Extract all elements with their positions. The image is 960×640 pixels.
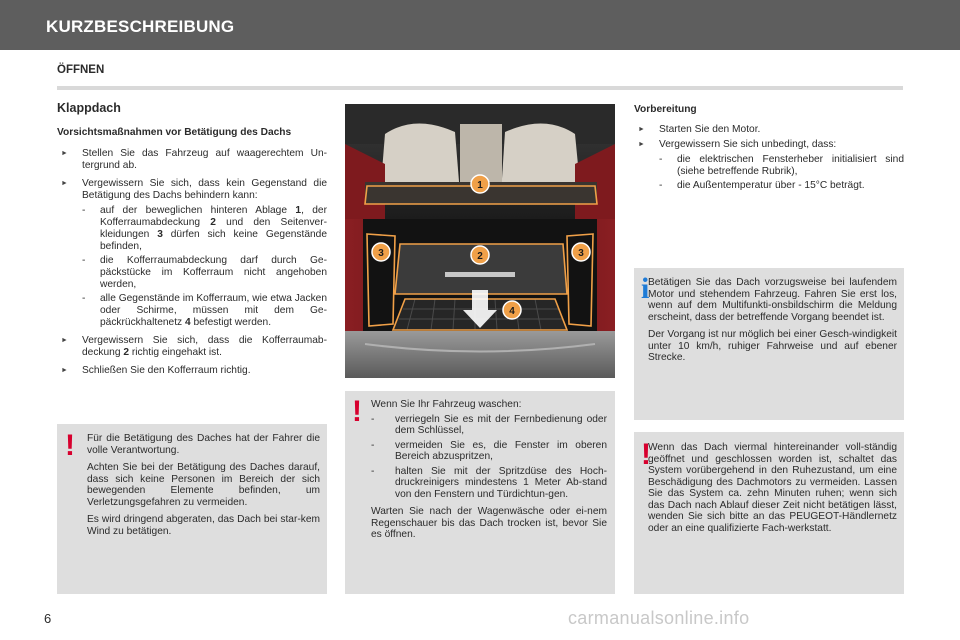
precautions-list [57,148,327,377]
box-paragraph: Es wird dringend abgeraten, das Dach bei star-kem Wind zu betätigen. [87,514,320,537]
dash-item: - vermeiden Sie es, die Fenster im oberen Bereich abzuspritzen, [369,440,607,463]
box-paragraph: Wenn das Dach viermal hintereinander voll-ständig geöffnet und geschlossen worden ist, schaltet das System vorübergehend in den Ruhezustand, um eine Beschädigung des Dachmotors zu vermeiden. Lassen Sie das System ca. zehn Minuten ruhen; wenn sich das Dach nach Ablauf dieser Zeit nicht betätigen lässt, wenden Sie sich bitte an das PEUGEOT-Händlernetz oder an eine qualifizierte Fach-werkstatt. [648,442,897,534]
bullet-item: ► Vergewissern Sie sich, dass die Kofferraumab-deckung 2 richtig eingehakt ist. [57,335,327,359]
warning-box-motor-protection [634,432,904,594]
dash-item: - alle Gegenstände im Kofferraum, wie etwa Jacken oder Schirme, müssen mit dem Ge-päckrückhaltenetz 4 befestigt werden. [80,293,327,329]
warning-box-driver-responsibility [57,424,327,594]
dash-list [80,205,327,329]
dash-list [657,154,904,192]
bullet-item: ► Starten Sie den Motor. [634,124,904,136]
warning-icon: ! [65,429,75,462]
dash-item: - halten Sie mit der Spritzdüse des Hoch-druckreinigers mindestens 1 Meter Ab-stand von den Fenstern und Türdichtun-gen. [369,466,607,501]
warning-icon: ! [352,395,362,428]
dash-item: - verriegeln Sie es mit der Fernbedienung oder dem Schlüssel, [369,414,607,437]
warning-box-washing [345,391,615,594]
watermark: carmanualsonline.info [568,608,750,628]
box-paragraph: Betätigen Sie das Dach vorzugsweise bei laufendem Motor und stehendem Fahrzeug. Fahren Sie erst los, wenn auf dem Multifunkti-onsbildschirm die Meldung erscheint, dass der betreffende Vorgang beendet ist. [648,277,897,323]
section-divider [57,86,903,90]
klappdach-column [57,100,327,383]
marker-3-right [572,243,590,261]
bullet-item: ► Vergewissern Sie sich unbedingt, dass: - die elektrischen Fensterheber initialisiert sind (siehe betreffende Rubrik), - die Außentemperatur über - 15°C beträgt. [634,139,904,192]
box-paragraph: Warten Sie nach der Wagenwäsche oder ei-nem Regenschauer bis das Dach trocken ist, bevor Sie es öffnen. [371,506,607,540]
section-title: ÖFFNEN [57,64,105,76]
page-number: 6 [44,611,52,626]
bullet-item: ► Schließen Sie den Kofferraum richtig. [57,365,327,377]
marker-1 [471,175,489,193]
bullet-item: ► Vergewissern Sie sich, dass kein Gegenstand die Betätigung des Dachs behindern kann: - auf der beweglichen hinteren Ablage 1, der Kofferraumabdeckung 2 und den Seitenver-kleidungen 3 dürfen sich keine Gegenstände befinden, - die Kofferraumabdeckung darf durch Ge-päckstücke im Kofferraum nicht angehoben werden, - alle Gegenstände im Kofferraum, wie etwa Jacken oder Schirme, müssen mit dem Ge-päckrückhaltenetz 4 befestigt werden. [57,178,327,329]
dash-list [369,414,607,501]
box-paragraph: Wenn Sie Ihr Fahrzeug waschen: [371,399,522,410]
precautions-subheading: Vorsichtsmaßnahmen vor Betätigung des Dachs [57,127,292,138]
trunk-photo [345,104,615,378]
vorbereitung-list [634,124,904,192]
marker-2 [471,246,489,264]
svg-text:3: 3 [578,248,584,259]
svg-text:2: 2 [477,251,483,262]
vorbereitung-heading: Vorbereitung [634,104,697,115]
svg-text:1: 1 [477,180,483,191]
dash-item: - die Außentemperatur über - 15°C beträgt. [657,180,904,192]
cabriolet-badge [445,272,515,277]
svg-text:4: 4 [509,306,515,317]
warning-icon: ! [641,438,651,471]
marker-4 [503,301,521,319]
page-header-bar [0,0,960,50]
info-icon: i [641,272,650,305]
box-paragraph: Der Vorgang ist nur möglich bei einer Gesch-windigkeit unter 10 km/h, ruhiger Fahrweise und auf ebener Strecke. [648,329,897,363]
box-paragraph: Achten Sie bei der Betätigung des Daches darauf, dass sich keine Personen im Bereich der sich bewegenden Elemente befinden, um Verletzungsgefahren zu vermeiden. [87,462,320,508]
dash-item: - die Kofferraumabdeckung darf durch Ge-päckstücke im Kofferraum nicht angehoben werden, [80,255,327,291]
header-title: KURZBESCHREIBUNG [46,17,235,36]
info-box-operation [634,268,904,420]
svg-text:3: 3 [378,248,384,259]
vorbereitung-column [634,104,904,195]
marker-3-left [372,243,390,261]
dash-item: - die elektrischen Fensterheber initialisiert sind (siehe betreffende Rubrik), [657,154,904,178]
klappdach-heading: Klappdach [57,101,121,115]
dash-item: - auf der beweglichen hinteren Ablage 1, der Kofferraumabdeckung 2 und den Seitenver-kleidungen 3 dürfen sich keine Gegenstände befinden, [80,205,327,253]
box-paragraph: Für die Betätigung des Daches hat der Fahrer die volle Verantwortung. [87,433,320,456]
bullet-item: ► Stellen Sie das Fahrzeug auf waagerechtem Un-tergrund ab. [57,148,327,172]
